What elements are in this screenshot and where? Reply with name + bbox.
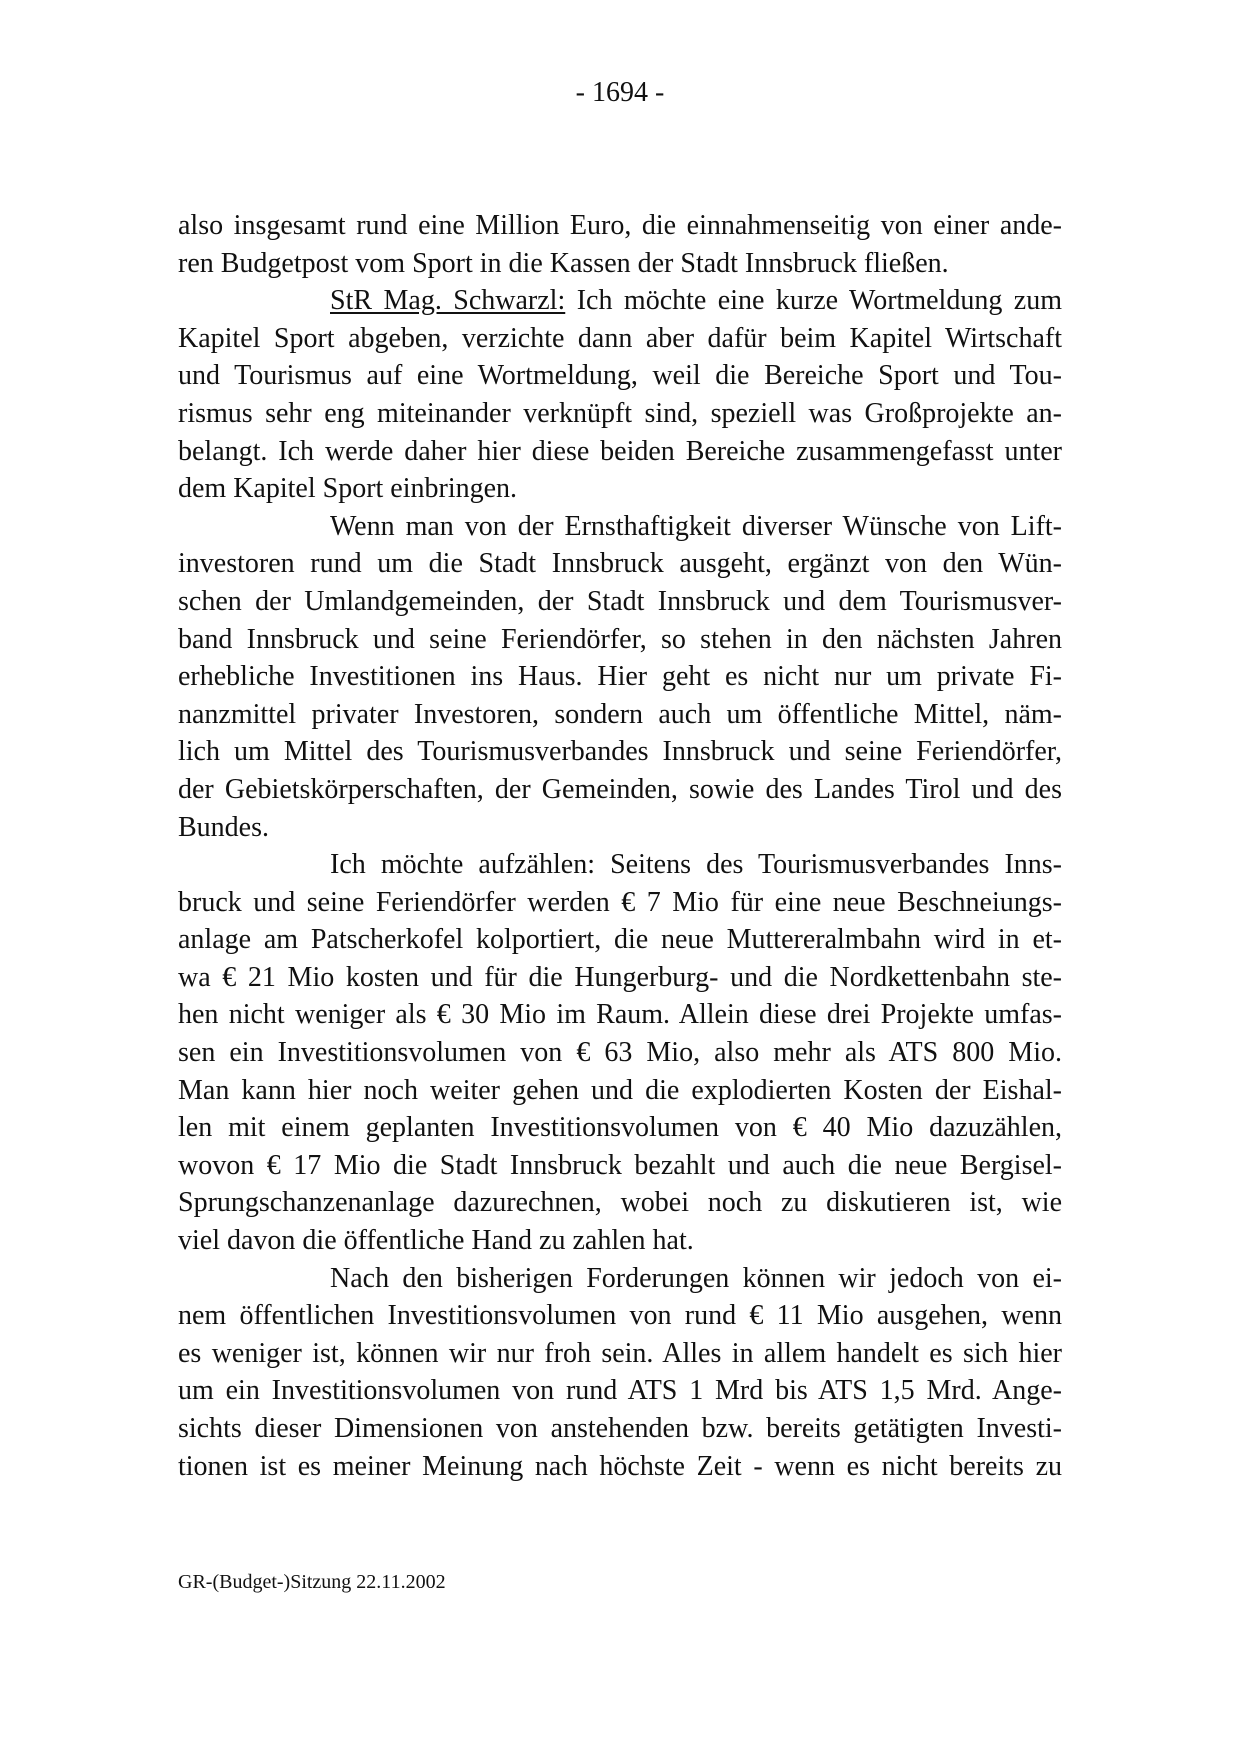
paragraph: [178, 846, 1062, 1260]
text-line: Nach den bisherigen Forderungen können wir jedoch von ei-: [330, 1262, 1062, 1294]
text-line: also insgesamt rund eine Million Euro, die einnahmenseitig von einer ande-: [178, 210, 1062, 241]
text-line: len mit einem geplanten Investitionsvolumen von € 40 Mio dazuzählen,: [178, 1112, 1062, 1144]
text-line: anlage am Patscherkofel kolportiert, die neue Muttereralmbahn wird in et-: [178, 924, 1062, 956]
text-line: und Tourismus auf eine Wortmeldung, weil die Bereiche Sport und Tou-: [178, 360, 1062, 392]
paragraph: [178, 1260, 1062, 1486]
text-line: nem öffentlichen Investitionsvolumen von rund € 11 Mio ausgehen, wenn: [178, 1300, 1062, 1332]
text-line: der Gebietskörperschaften, der Gemeinden, sowie des Landes Tirol und des: [178, 773, 1062, 805]
text-line: Ich möchte aufzählen: Seitens des Tourismusverbandes Inns-: [330, 849, 1062, 881]
text-line: Sprungschanzenanlage dazurechnen, wobei noch zu diskutieren ist, wie: [178, 1187, 1062, 1219]
paragraph: [178, 207, 1062, 282]
text-line: nanzmittel privater Investoren, sondern auch um öffentliche Mittel, näm-: [178, 698, 1062, 730]
text-line: StR Mag. Schwarzl: Ich möchte eine kurze Wortmeldung zum: [330, 285, 1062, 317]
text-line: es weniger ist, können wir nur froh sein. Alles in allem handelt es sich hier: [178, 1337, 1062, 1369]
text-line: wa € 21 Mio kosten und für die Hungerburg- und die Nordkettenbahn ste-: [178, 961, 1062, 993]
text-line: wovon € 17 Mio die Stadt Innsbruck bezahlt und auch die neue Bergisel-: [178, 1149, 1062, 1181]
text-line: schen der Umlandgemeinden, der Stadt Innsbruck und dem Tourismusver-: [178, 585, 1062, 617]
text-line: belangt. Ich werde daher hier diese beiden Bereiche zusammengefasst unter: [178, 435, 1062, 467]
text-line: Bundes.: [178, 811, 269, 843]
document-body: [178, 207, 1062, 1485]
text-line: tionen ist es meiner Meinung nach höchste Zeit - wenn es nicht bereits zu: [178, 1450, 1062, 1482]
text-line: sichts dieser Dimensionen von anstehenden bzw. bereits getätigten Investi-: [178, 1413, 1062, 1444]
page-number: - 1694 -: [575, 77, 665, 108]
text-line: Wenn man von der Ernsthaftigkeit diverser Wünsche von Lift-: [330, 510, 1062, 542]
text-line: investoren rund um die Stadt Innsbruck ausgeht, ergänzt von den Wün-: [178, 548, 1062, 580]
text-line: dem Kapitel Sport einbringen.: [178, 473, 518, 505]
paragraph: [178, 282, 1062, 508]
footer-text: GR-(Budget-)Sitzung 22.11.2002: [178, 1571, 446, 1593]
text-line: hen nicht weniger als € 30 Mio im Raum. Allein diese drei Projekte umfas-: [178, 999, 1062, 1031]
text-line: sen ein Investitionsvolumen von € 63 Mio, also mehr als ATS 800 Mio.: [178, 1037, 1062, 1069]
text-line: erhebliche Investitionen ins Haus. Hier geht es nicht nur um private Fi-: [178, 661, 1062, 693]
paragraph: [178, 508, 1062, 846]
text-line: bruck und seine Feriendörfer werden € 7 Mio für eine neue Beschneiungs-: [178, 886, 1062, 918]
text-line: lich um Mittel des Tourismusverbandes Innsbruck und seine Feriendörfer,: [178, 736, 1062, 768]
text-line: Kapitel Sport abgeben, verzichte dann aber dafür beim Kapitel Wirtschaft: [178, 322, 1062, 354]
text-line: rismus sehr eng miteinander verknüpft sind, speziell was Großprojekte an-: [178, 397, 1062, 429]
speaker-name: StR Mag. Schwarzl:: [330, 285, 566, 317]
text-line: Man kann hier noch weiter gehen und die explodierten Kosten der Eishal-: [178, 1074, 1062, 1106]
text-line: ren Budgetpost vom Sport in die Kassen der Stadt Innsbruck fließen.: [178, 247, 949, 279]
text-line: band Innsbruck und seine Feriendörfer, so stehen in den nächsten Jahren: [178, 623, 1062, 655]
text-line: viel davon die öffentliche Hand zu zahlen hat.: [178, 1225, 694, 1257]
text-line: um ein Investitionsvolumen von rund ATS 1 Mrd bis ATS 1,5 Mrd. Ange-: [178, 1375, 1062, 1407]
